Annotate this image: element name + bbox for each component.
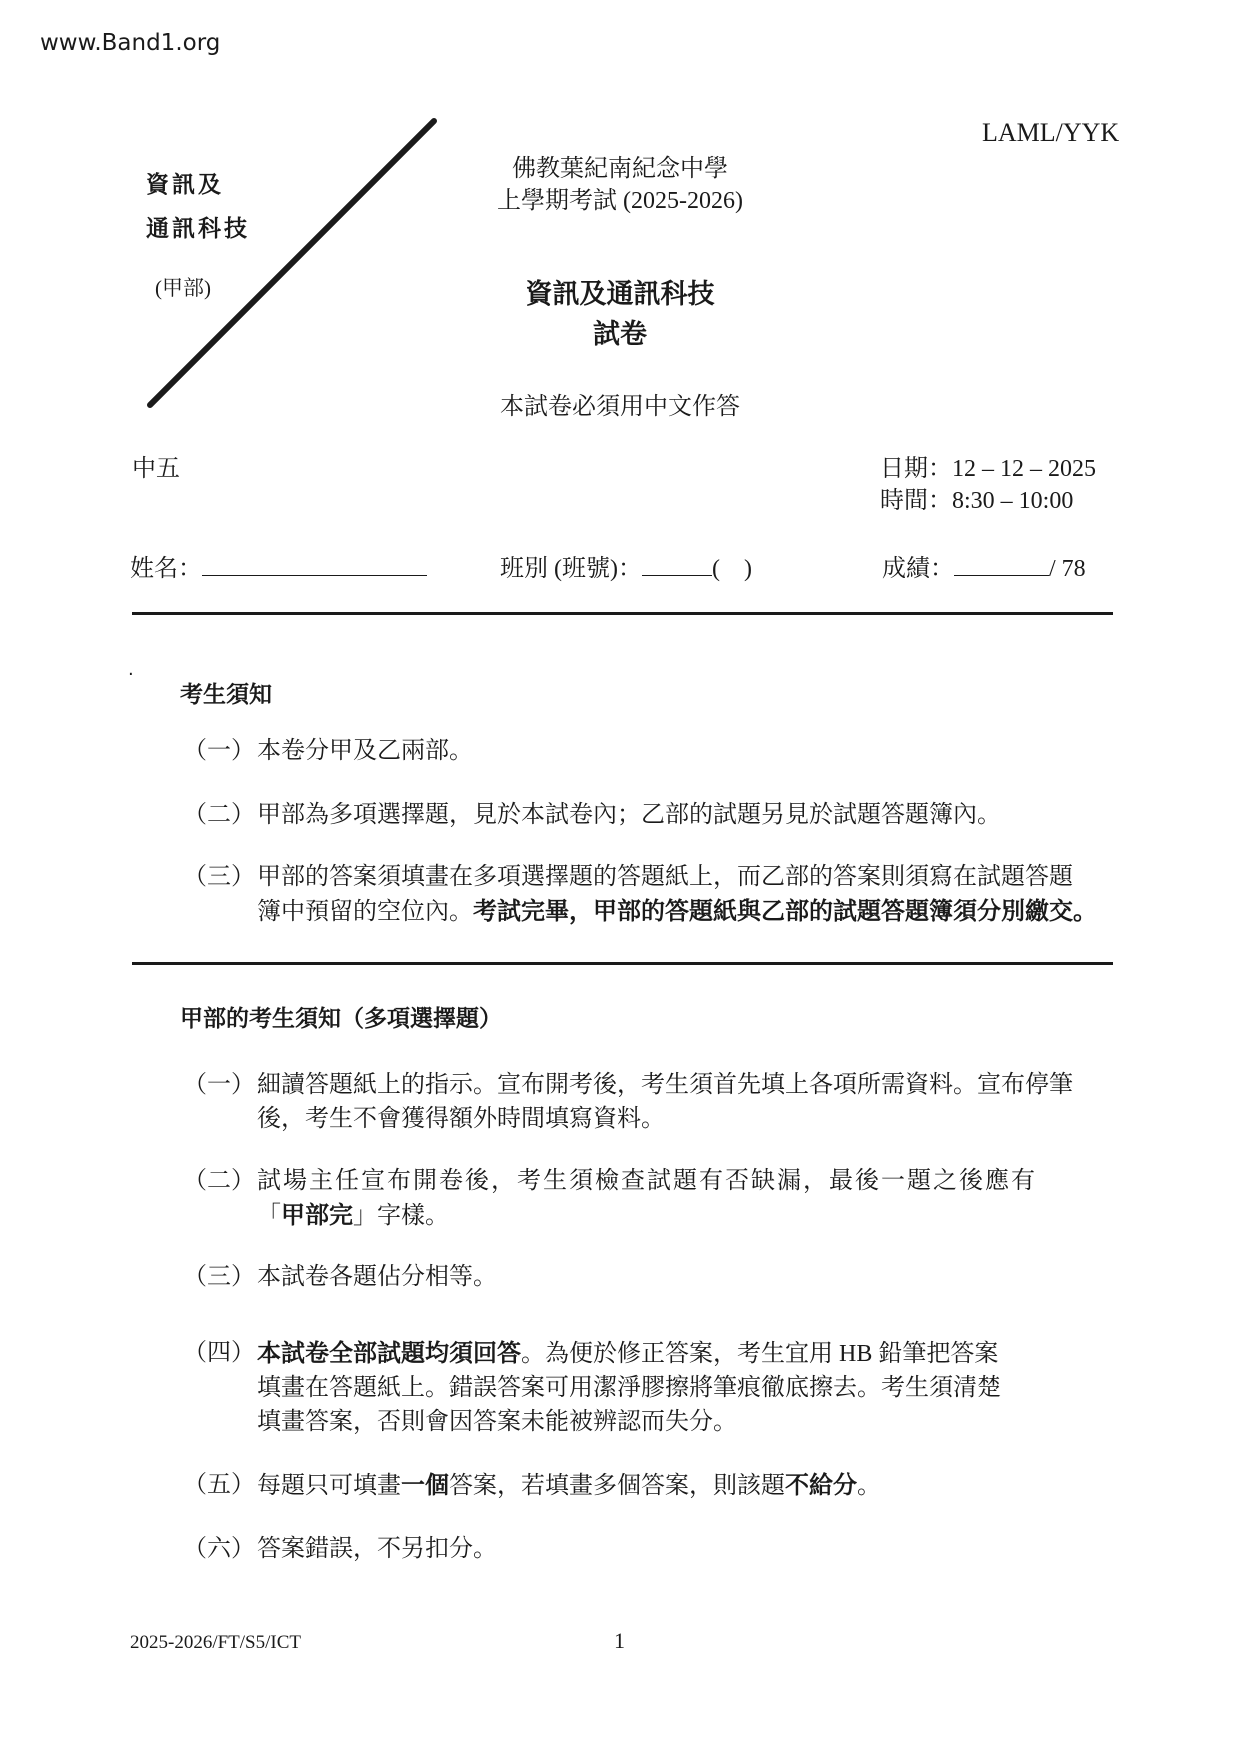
item-text: 。為便於修正答案，考生宜用 HB 鉛筆把答案 <box>521 1341 999 1367</box>
watermark-text: www.Band1.org <box>40 30 221 56</box>
item-text: 本試卷各題佔分相等。 <box>257 1264 497 1290</box>
item-number: （一） <box>183 738 255 764</box>
part-a-item-6 <box>183 1532 1123 1566</box>
item-number: （三） <box>183 1264 255 1290</box>
exam-date: 日期：12 – 12 – 2025 <box>880 456 1096 482</box>
header-divider <box>132 612 1113 615</box>
reference-code: LAML/YYK <box>982 118 1120 147</box>
item-text: 答案，若填畫多個答案，則該題 <box>449 1473 785 1499</box>
item-number: （五） <box>183 1472 255 1498</box>
item-text: 甲部為多項選擇題，見於本試卷內；乙部的試題另見於試題答題簿內。 <box>257 802 1001 828</box>
item-text: 」字樣。 <box>353 1203 449 1229</box>
item-text: 簿中預留的空位內。 <box>257 899 473 925</box>
school-name: 佛教葉紀南紀念中學 <box>512 156 728 182</box>
diagonal-line <box>140 115 450 415</box>
item-text-bold: 不給分 <box>785 1471 857 1499</box>
part-a-item-5 <box>183 1468 1123 1503</box>
exam-time: 時間：8:30 – 10:00 <box>880 488 1074 514</box>
item-text: 填畫在答題紙上。錯誤答案可用潔淨膠擦將筆痕徹底擦去。考生須清楚 <box>257 1375 1001 1401</box>
part-a-item-3 <box>183 1260 1123 1294</box>
item-number: （一） <box>183 1072 255 1098</box>
footer-code: 2025-2026/FT/S5/ICT <box>130 1632 302 1653</box>
corner-part-label: (甲部) <box>155 276 211 300</box>
exam-name: 上學期考試 (2025-2026) <box>497 188 743 214</box>
score-blank <box>954 555 1049 576</box>
item-number: （三） <box>183 864 255 890</box>
paper-title: 試卷 <box>593 319 647 350</box>
score-label: 成績： <box>882 556 954 582</box>
part-a-item-1 <box>183 1068 1123 1136</box>
part-a-title: 甲部的考生須知（多項選擇題） <box>180 1006 502 1032</box>
class-number-paren: ( ) <box>711 556 752 582</box>
item-text-bold: 一個 <box>401 1471 449 1499</box>
item-text: 甲部的答案須填畫在多項選擇題的答題紙上，而乙部的答案則須寫在試題答題 <box>257 864 1073 890</box>
class-blank <box>642 555 712 576</box>
score-total: / 78 <box>1049 556 1086 582</box>
class-field <box>500 548 752 583</box>
item-text: 試場主任宣布開卷後，考生須檢查試題有否缺漏，最後一題之後應有 <box>257 1168 1037 1194</box>
part-a-item-2 <box>183 1164 1123 1233</box>
page-number: 1 <box>614 1628 625 1653</box>
item-text: 。 <box>857 1473 881 1499</box>
item-number: （四） <box>183 1340 255 1366</box>
language-note: 本試卷必須用中文作答 <box>500 394 740 420</box>
item-text-bold: 本試卷全部試題均須回答 <box>257 1339 521 1367</box>
section-divider <box>132 962 1113 965</box>
item-text-bold: 考試完畢，甲部的答題紙與乙部的試題答題簿須分別繳交。 <box>473 897 1097 925</box>
score-field <box>882 548 1086 583</box>
item-number: （二） <box>183 1168 255 1194</box>
name-blank <box>202 555 427 576</box>
corner-subject-line1: 資訊及 <box>146 172 224 198</box>
item-text: 細讀答題紙上的指示。宣布開考後，考生須首先填上各項所需資料。宣布停筆 <box>257 1072 1073 1098</box>
corner-subject-line2: 通訊科技 <box>146 216 250 242</box>
item-text: 本卷分甲及乙兩部。 <box>257 738 473 764</box>
class-label: 班別 (班號)： <box>500 556 642 582</box>
item-text: 填畫答案，否則會因答案未能被辨認而失分。 <box>257 1409 737 1435</box>
item-text: 後，考生不會獲得額外時間填寫資料。 <box>257 1106 665 1132</box>
part-a-item-4 <box>183 1336 1123 1439</box>
notes-item-2 <box>183 798 1123 832</box>
notes-item-3 <box>183 860 1123 929</box>
notes-item-1 <box>183 734 1123 768</box>
subject-title: 資訊及通訊科技 <box>525 279 715 310</box>
name-field <box>130 548 427 583</box>
item-number: （六） <box>183 1536 255 1562</box>
item-text: 答案錯誤，不另扣分。 <box>257 1536 497 1562</box>
name-label: 姓名： <box>130 556 202 582</box>
notes-title: 考生須知 <box>180 682 272 708</box>
bullet-dot: · <box>128 664 134 685</box>
item-text-bold: 甲部完 <box>281 1201 353 1229</box>
form-label: 中五 <box>132 456 180 482</box>
item-number: （二） <box>183 802 255 828</box>
item-text: 「 <box>257 1203 281 1229</box>
item-text: 每題只可填畫 <box>257 1473 401 1499</box>
